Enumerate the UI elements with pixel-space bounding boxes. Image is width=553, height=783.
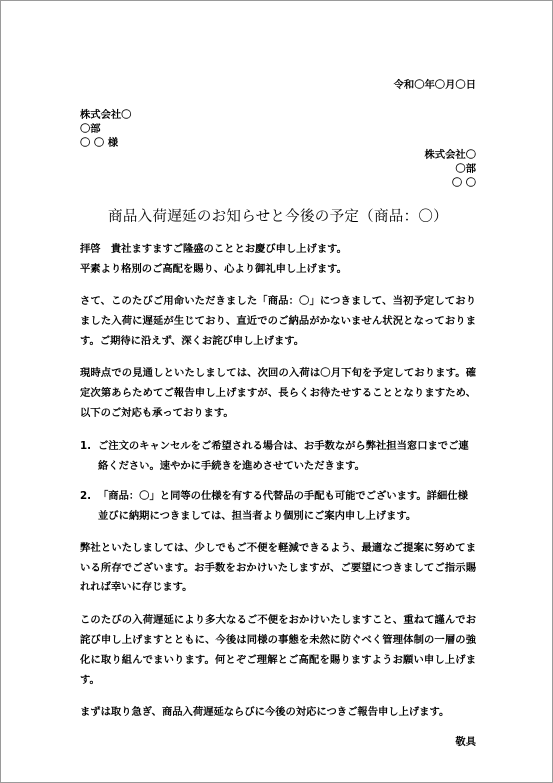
sender-company: 株式会社〇 [424,149,476,161]
recipient-department: 〇部 [80,123,101,135]
paragraph-apology: このたびの入荷遅延により多大なるご不便をおかけいたしますこと、重ねて謹んでお詫び申し上げますとともに、今後は同様の事態を未然に防ぐべく管理体制の一層の強化に取り組んでまいります。何とぞご理解とご高配を賜りますようお願い申し上げます。 [80,614,476,686]
paragraph-situation: さて、このたびご用命いただきました「商品：〇」につきまして、当初予定しておりました入荷に遅延が生じており、直近でのご納品がかないません状況となっております。ご期待に沿えず、深くお詫び申し上げます。 [80,295,476,347]
list-item-number: 2. [80,489,92,502]
recipient-person: 〇 〇 様 [80,137,119,149]
list-item-text: 「商品：〇」と同等の仕様を有する代替品の手配も可能でございます。詳細仕様並びに納期につきましては、担当者より個別にご案内申し上げます。 [98,489,468,522]
greeting-line-1: 拝啓 貴社ますますご隆盛のこととお慶び申し上げます。 [80,243,347,255]
letter-body [80,79,476,749]
list-item [80,486,476,526]
recipient-block [80,108,476,150]
paragraph-proposal: 弊社といたしましては、少しでもご不便を軽減できるよう、最適なご提案に努めてまいる所存でございます。お手数をおかけいたしますが、ご要望につきましてご指示賜れれば幸いに存じます。 [80,541,476,594]
list-item-number: 1. [80,439,92,452]
greeting [80,239,476,279]
greeting-line-2: 平素より格別のご高配を賜り、心より御礼申し上げます。 [80,263,347,275]
letter-title: 商品入荷遅延のお知らせと今後の予定（商品：〇） [108,209,448,225]
closing-word: 敬具 [455,736,476,749]
sender-block [80,148,476,190]
paragraph-outlook: 現時点での見通しといたしましては、次回の入荷は〇月下旬を予定しております。確定次第あらためてご報告申し上げますが、長らくお待たせすることとなりますため、以下のご対応も承っております。 [80,367,476,419]
sender-person: 〇 〇 [451,177,476,189]
sender-department: 〇部 [455,163,476,175]
letter-date: 令和〇年〇月〇日 [393,79,476,91]
options-list [80,436,476,526]
list-item [80,436,476,476]
paragraph-summary: まずは取り急ぎ、商品入荷遅延ならびに今後の対応につきご報告申し上げます。 [80,706,450,719]
list-item-text: ご注文のキャンセルをご希望される場合は、お手数ながら弊社担当窓口までご連絡ください。速やかに手続きを進めさせていただきます。 [98,439,469,472]
recipient-company: 株式会社〇 [80,109,132,121]
